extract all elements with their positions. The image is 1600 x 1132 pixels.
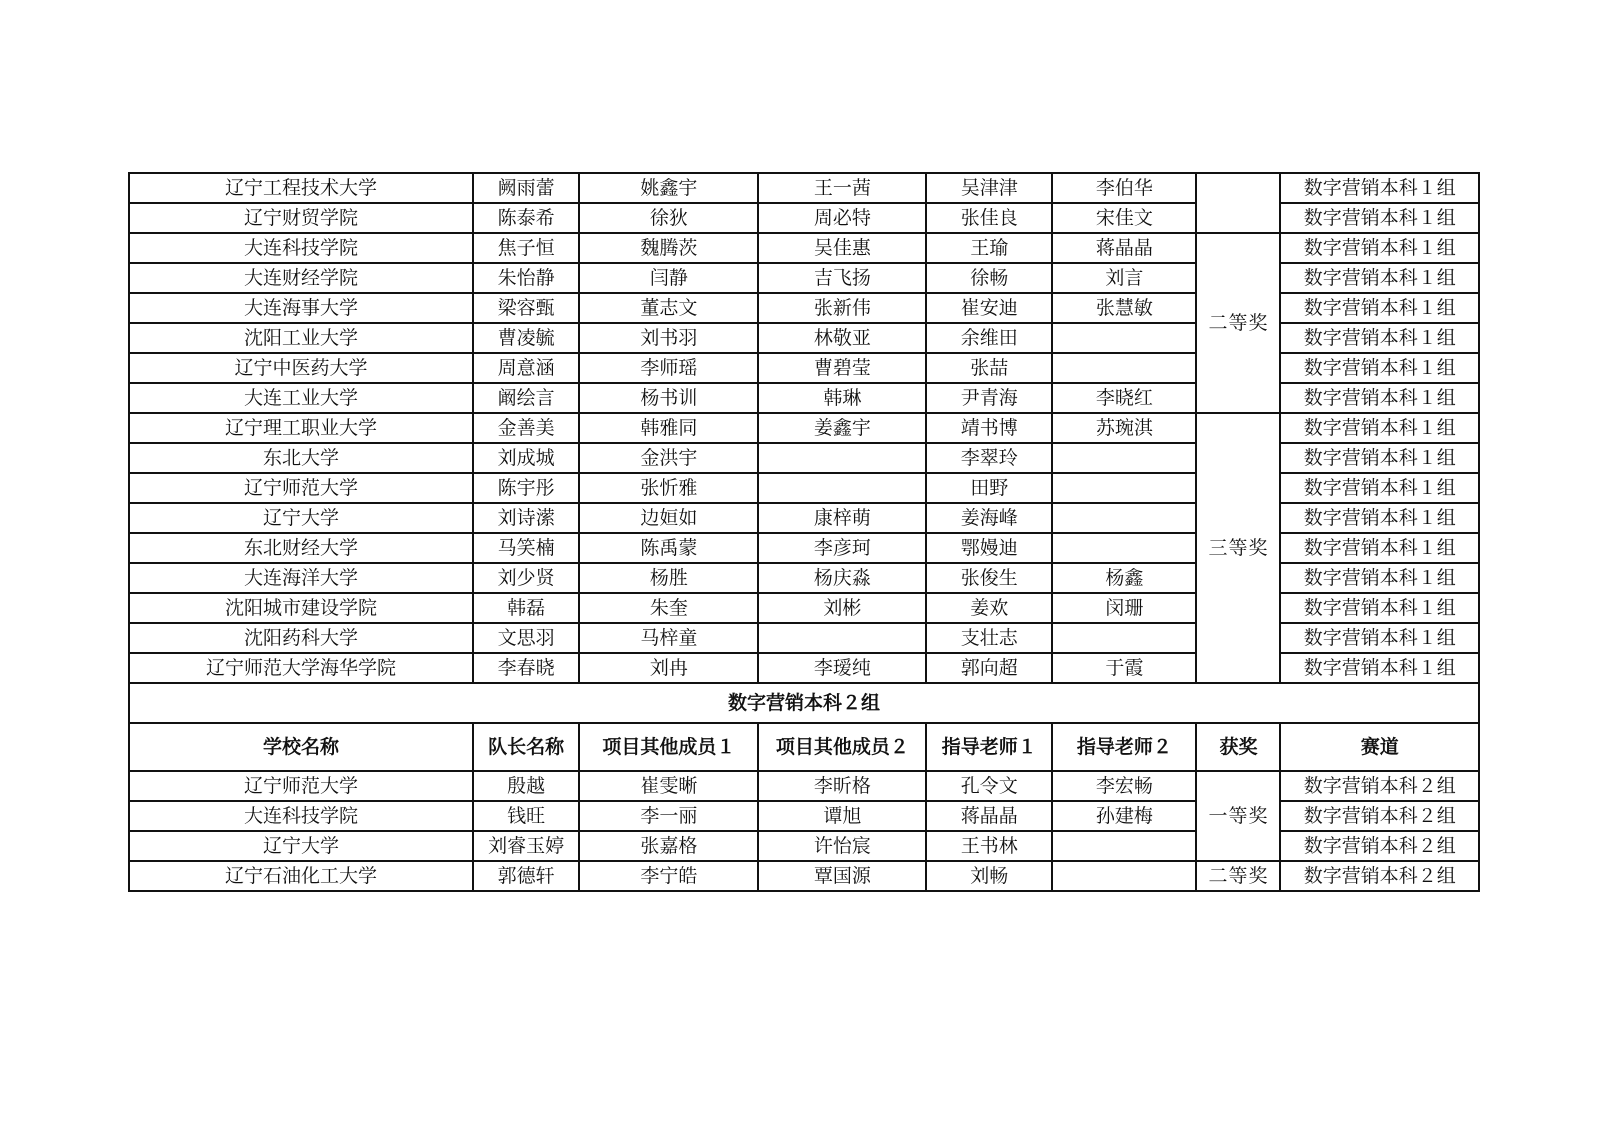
captain-cell: 钱旺 bbox=[473, 801, 579, 831]
track-cell: 数字营销本科１组 bbox=[1280, 383, 1479, 413]
teacher1-cell: 李翠玲 bbox=[926, 443, 1052, 473]
track-cell: 数字营销本科２组 bbox=[1280, 831, 1479, 861]
school-cell: 大连海事大学 bbox=[129, 293, 473, 323]
teacher1-cell: 王书林 bbox=[926, 831, 1052, 861]
school-cell: 东北财经大学 bbox=[129, 533, 473, 563]
teacher2-cell: 李晓红 bbox=[1052, 383, 1196, 413]
member1-cell: 董志文 bbox=[579, 293, 758, 323]
member1-cell: 杨书训 bbox=[579, 383, 758, 413]
track-cell: 数字营销本科１组 bbox=[1280, 263, 1479, 293]
teacher2-cell: 李伯华 bbox=[1052, 173, 1196, 203]
member2-cell bbox=[758, 443, 926, 473]
member2-cell: 杨庆淼 bbox=[758, 563, 926, 593]
member2-cell: 韩琳 bbox=[758, 383, 926, 413]
school-cell: 辽宁师范大学 bbox=[129, 771, 473, 801]
table-header-row bbox=[129, 723, 1479, 771]
school-cell: 大连工业大学 bbox=[129, 383, 473, 413]
captain-cell: 周意涵 bbox=[473, 353, 579, 383]
captain-cell: 阚绘言 bbox=[473, 383, 579, 413]
member2-cell: 李彦珂 bbox=[758, 533, 926, 563]
teacher2-cell: 李宏畅 bbox=[1052, 771, 1196, 801]
track-cell: 数字营销本科２组 bbox=[1280, 861, 1479, 891]
teacher2-cell bbox=[1052, 443, 1196, 473]
captain-cell: 文思羽 bbox=[473, 623, 579, 653]
header-member1: 项目其他成员１ bbox=[579, 723, 758, 771]
teacher1-cell: 孔令文 bbox=[926, 771, 1052, 801]
teacher1-cell: 郭向超 bbox=[926, 653, 1052, 683]
teacher2-cell: 孙建梅 bbox=[1052, 801, 1196, 831]
teacher2-cell bbox=[1052, 473, 1196, 503]
member2-cell: 覃国源 bbox=[758, 861, 926, 891]
member2-cell bbox=[758, 473, 926, 503]
captain-cell: 郭德轩 bbox=[473, 861, 579, 891]
table-row bbox=[129, 771, 1479, 801]
teacher1-cell: 尹青海 bbox=[926, 383, 1052, 413]
member2-cell bbox=[758, 623, 926, 653]
track-cell: 数字营销本科１组 bbox=[1280, 353, 1479, 383]
track-cell: 数字营销本科２组 bbox=[1280, 801, 1479, 831]
teacher2-cell: 于霞 bbox=[1052, 653, 1196, 683]
school-cell: 沈阳城市建设学院 bbox=[129, 593, 473, 623]
track-cell: 数字营销本科１组 bbox=[1280, 293, 1479, 323]
captain-cell: 阙雨蕾 bbox=[473, 173, 579, 203]
member1-cell: 刘书羽 bbox=[579, 323, 758, 353]
track-cell: 数字营销本科２组 bbox=[1280, 771, 1479, 801]
school-cell: 大连海洋大学 bbox=[129, 563, 473, 593]
teacher1-cell: 支壮志 bbox=[926, 623, 1052, 653]
teacher2-cell: 苏琬淇 bbox=[1052, 413, 1196, 443]
teacher2-cell: 张慧敏 bbox=[1052, 293, 1196, 323]
track-cell: 数字营销本科１组 bbox=[1280, 233, 1479, 263]
member2-cell: 林敬亚 bbox=[758, 323, 926, 353]
school-cell: 辽宁大学 bbox=[129, 503, 473, 533]
teacher1-cell: 吴津津 bbox=[926, 173, 1052, 203]
captain-cell: 李春晓 bbox=[473, 653, 579, 683]
award-cell-second: 二等奖 bbox=[1196, 233, 1280, 413]
teacher1-cell: 鄂嫚迪 bbox=[926, 533, 1052, 563]
school-cell: 沈阳工业大学 bbox=[129, 323, 473, 353]
table-row bbox=[129, 173, 1479, 203]
school-cell: 辽宁师范大学 bbox=[129, 473, 473, 503]
track-cell: 数字营销本科１组 bbox=[1280, 503, 1479, 533]
track-cell: 数字营销本科１组 bbox=[1280, 203, 1479, 233]
teacher2-cell bbox=[1052, 623, 1196, 653]
teacher2-cell: 闵珊 bbox=[1052, 593, 1196, 623]
school-cell: 东北大学 bbox=[129, 443, 473, 473]
captain-cell: 刘少贤 bbox=[473, 563, 579, 593]
award-cell-first: 一等奖 bbox=[1196, 771, 1280, 861]
member2-cell: 王一茜 bbox=[758, 173, 926, 203]
teacher1-cell: 余维田 bbox=[926, 323, 1052, 353]
track-cell: 数字营销本科１组 bbox=[1280, 413, 1479, 443]
teacher2-cell bbox=[1052, 323, 1196, 353]
teacher1-cell: 崔安迪 bbox=[926, 293, 1052, 323]
teacher1-cell: 徐畅 bbox=[926, 263, 1052, 293]
header-member2: 项目其他成员２ bbox=[758, 723, 926, 771]
teacher1-cell: 姜海峰 bbox=[926, 503, 1052, 533]
teacher1-cell: 姜欢 bbox=[926, 593, 1052, 623]
member2-cell: 李昕格 bbox=[758, 771, 926, 801]
member1-cell: 陈禹蒙 bbox=[579, 533, 758, 563]
teacher2-cell: 宋佳文 bbox=[1052, 203, 1196, 233]
school-cell: 辽宁中医药大学 bbox=[129, 353, 473, 383]
teacher1-cell: 张喆 bbox=[926, 353, 1052, 383]
header-track: 赛道 bbox=[1280, 723, 1479, 771]
teacher2-cell bbox=[1052, 533, 1196, 563]
header-award: 获奖 bbox=[1196, 723, 1280, 771]
header-teacher2: 指导老师２ bbox=[1052, 723, 1196, 771]
school-cell: 辽宁工程技术大学 bbox=[129, 173, 473, 203]
member1-cell: 边姮如 bbox=[579, 503, 758, 533]
school-cell: 辽宁理工职业大学 bbox=[129, 413, 473, 443]
member1-cell: 李一丽 bbox=[579, 801, 758, 831]
member1-cell: 金洪宇 bbox=[579, 443, 758, 473]
member1-cell: 韩雅同 bbox=[579, 413, 758, 443]
member2-cell: 许怡宸 bbox=[758, 831, 926, 861]
member1-cell: 徐狄 bbox=[579, 203, 758, 233]
track-cell: 数字营销本科１组 bbox=[1280, 623, 1479, 653]
member1-cell: 朱奎 bbox=[579, 593, 758, 623]
teacher1-cell: 蒋晶晶 bbox=[926, 801, 1052, 831]
captain-cell: 陈泰希 bbox=[473, 203, 579, 233]
captain-cell: 陈宇彤 bbox=[473, 473, 579, 503]
member1-cell: 刘冉 bbox=[579, 653, 758, 683]
school-cell: 大连科技学院 bbox=[129, 233, 473, 263]
school-cell: 辽宁石油化工大学 bbox=[129, 861, 473, 891]
member1-cell: 杨胜 bbox=[579, 563, 758, 593]
captain-cell: 曹凌毓 bbox=[473, 323, 579, 353]
school-cell: 大连财经学院 bbox=[129, 263, 473, 293]
section-title: 数字营销本科２组 bbox=[129, 683, 1479, 723]
member1-cell: 李宁皓 bbox=[579, 861, 758, 891]
school-cell: 大连科技学院 bbox=[129, 801, 473, 831]
award-cell-blank bbox=[1196, 173, 1280, 233]
teacher2-cell bbox=[1052, 353, 1196, 383]
member1-cell: 张忻雅 bbox=[579, 473, 758, 503]
member2-cell: 康梓萌 bbox=[758, 503, 926, 533]
member2-cell: 姜鑫宇 bbox=[758, 413, 926, 443]
member1-cell: 张嘉格 bbox=[579, 831, 758, 861]
school-cell: 辽宁大学 bbox=[129, 831, 473, 861]
captain-cell: 韩磊 bbox=[473, 593, 579, 623]
captain-cell: 殷越 bbox=[473, 771, 579, 801]
captain-cell: 刘睿玉婷 bbox=[473, 831, 579, 861]
track-cell: 数字营销本科１组 bbox=[1280, 593, 1479, 623]
track-cell: 数字营销本科１组 bbox=[1280, 173, 1479, 203]
teacher2-cell: 刘言 bbox=[1052, 263, 1196, 293]
member2-cell: 谭旭 bbox=[758, 801, 926, 831]
member2-cell: 周必特 bbox=[758, 203, 926, 233]
table-row bbox=[129, 413, 1479, 443]
track-cell: 数字营销本科１组 bbox=[1280, 323, 1479, 353]
school-cell: 沈阳药科大学 bbox=[129, 623, 473, 653]
award-cell-second: 二等奖 bbox=[1196, 861, 1280, 891]
member1-cell: 崔雯晰 bbox=[579, 771, 758, 801]
captain-cell: 梁容甄 bbox=[473, 293, 579, 323]
teacher2-cell bbox=[1052, 503, 1196, 533]
member2-cell: 刘彬 bbox=[758, 593, 926, 623]
track-cell: 数字营销本科１组 bbox=[1280, 563, 1479, 593]
member1-cell: 李师瑶 bbox=[579, 353, 758, 383]
captain-cell: 金善美 bbox=[473, 413, 579, 443]
header-school: 学校名称 bbox=[129, 723, 473, 771]
table-row bbox=[129, 233, 1479, 263]
header-captain: 队长名称 bbox=[473, 723, 579, 771]
award-cell-third: 三等奖 bbox=[1196, 413, 1280, 683]
award-table bbox=[128, 172, 1480, 892]
teacher2-cell bbox=[1052, 861, 1196, 891]
member2-cell: 李瑷纯 bbox=[758, 653, 926, 683]
track-cell: 数字营销本科１组 bbox=[1280, 533, 1479, 563]
teacher2-cell: 蒋晶晶 bbox=[1052, 233, 1196, 263]
track-cell: 数字营销本科１组 bbox=[1280, 473, 1479, 503]
section-title-row bbox=[129, 683, 1479, 723]
teacher1-cell: 刘畅 bbox=[926, 861, 1052, 891]
track-cell: 数字营销本科１组 bbox=[1280, 443, 1479, 473]
teacher2-cell bbox=[1052, 831, 1196, 861]
captain-cell: 刘成城 bbox=[473, 443, 579, 473]
captain-cell: 马笑楠 bbox=[473, 533, 579, 563]
table-row bbox=[129, 861, 1479, 891]
member2-cell: 吉飞扬 bbox=[758, 263, 926, 293]
teacher1-cell: 靖书博 bbox=[926, 413, 1052, 443]
track-cell: 数字营销本科１组 bbox=[1280, 653, 1479, 683]
captain-cell: 朱怡静 bbox=[473, 263, 579, 293]
school-cell: 辽宁师范大学海华学院 bbox=[129, 653, 473, 683]
captain-cell: 刘诗潆 bbox=[473, 503, 579, 533]
captain-cell: 焦子恒 bbox=[473, 233, 579, 263]
member2-cell: 曹碧莹 bbox=[758, 353, 926, 383]
teacher1-cell: 张佳良 bbox=[926, 203, 1052, 233]
teacher1-cell: 王瑜 bbox=[926, 233, 1052, 263]
member1-cell: 马梓童 bbox=[579, 623, 758, 653]
teacher1-cell: 张俊生 bbox=[926, 563, 1052, 593]
teacher1-cell: 田野 bbox=[926, 473, 1052, 503]
member2-cell: 张新伟 bbox=[758, 293, 926, 323]
teacher2-cell: 杨鑫 bbox=[1052, 563, 1196, 593]
member1-cell: 闫静 bbox=[579, 263, 758, 293]
member2-cell: 吴佳惠 bbox=[758, 233, 926, 263]
member1-cell: 姚鑫宇 bbox=[579, 173, 758, 203]
header-teacher1: 指导老师１ bbox=[926, 723, 1052, 771]
member1-cell: 魏腾茨 bbox=[579, 233, 758, 263]
school-cell: 辽宁财贸学院 bbox=[129, 203, 473, 233]
